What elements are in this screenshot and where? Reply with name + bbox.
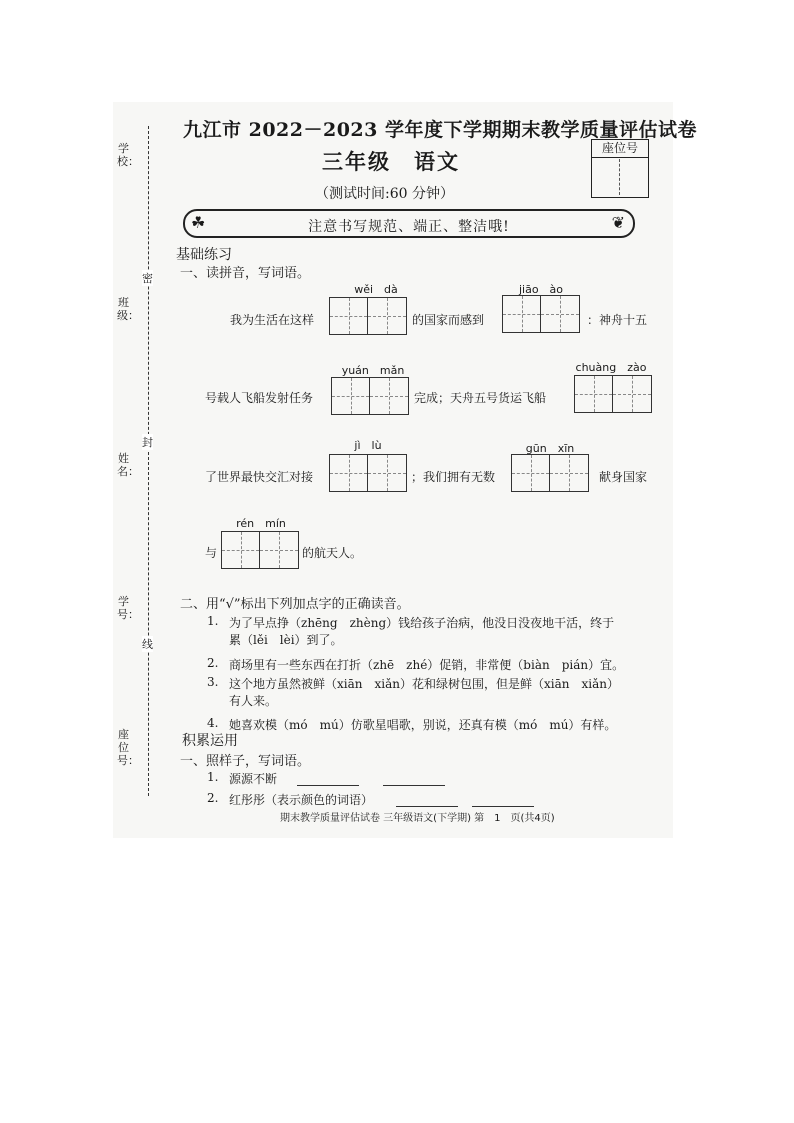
notice-banner [183,209,635,238]
q2-item1-num: 1. [207,614,219,628]
line2-text-middle: 完成；天舟五号货运飞船 [414,391,547,405]
line3-text-middle: ；我们拥有无数 [411,470,496,484]
q2-item4-text: 她喜欢模（mó mú）仿歌星唱歌，别说，还真有模（mó mú）有样。 [229,718,617,732]
q2-item2-text: 商场里有一些东西在打折（zhē zhé）促销，非常便（biàn pián）宜。 [229,658,625,672]
question-1-title: 一、读拼音，写词语。 [180,266,311,281]
seal-mark-xian: 线 [142,638,153,651]
s2-item2-num: 2. [207,791,219,805]
pinyin-yuanman: yuán mǎn [341,364,405,377]
s2-item2-text: 红彤彤（表示颜色的词语） [229,793,374,807]
q2-item3-text: 这个地方虽然被鲜（xiān xiǎn）花和绿树包围，但是鲜（xiān xiǎn） [229,677,619,691]
student-number-label: 学号： [117,595,139,621]
answer-line-2a[interactable] [396,806,458,807]
seat-number-label: 座位号： [117,728,139,767]
line3-text-before: 了世界最快交汇对接 [205,470,314,484]
q2-item3-num: 3. [207,675,219,689]
answer-line-1b[interactable] [383,785,445,786]
pinyin-jiaoao: jiāo ào [518,283,564,296]
exam-subtitle: 三年级 语文 [322,149,460,174]
line1-text-after: ：神舟十五 [587,313,648,327]
line2-text-before: 号载人飞船发射任务 [205,391,314,405]
school-label: 学校： [117,142,139,168]
q2-item4-num: 4. [207,716,219,730]
name-label: 姓名： [117,452,139,478]
s2-item1-text: 源源不断 [229,772,278,786]
section-basic-practice-title: 基础练习 [176,247,232,263]
q2-item3-cont: 有人来。 [229,694,278,708]
q2-item1-text: 为了早点挣（zhēng zhèng）钱给孩子治病，他没日没夜地干活，终于 [229,616,615,630]
s2-item1-num: 1. [207,770,219,784]
writing-grid-yuanman[interactable] [331,377,409,415]
exam-title: 九江市 2022－2023 学年度下学期期末教学质量评估试卷 [183,119,697,141]
writing-grid-jiaoao[interactable] [502,295,580,333]
answer-line-2b[interactable] [472,806,534,807]
writing-grid-chuangzao[interactable] [574,375,652,413]
class-label: 班级： [117,296,139,322]
answer-line-1a[interactable] [297,785,359,786]
page-footer: 期末教学质量评估试卷 三年级语文(下学期) 第 1 页(共4页) [280,813,555,824]
writing-grid-renmin[interactable] [221,531,299,569]
line4-text-middle: 的航天人。 [302,546,363,560]
writing-grid-weida[interactable] [329,297,407,335]
writing-grid-gunxin[interactable] [511,454,589,492]
line4-text-before: 与 [205,546,218,560]
seat-number-box [591,139,649,198]
seal-mark-feng: 封 [142,436,153,449]
leaf-icon: ❦ [611,213,625,232]
pinyin-renmin: rén mín [236,517,286,530]
line1-text-before: 我为生活在这样 [230,313,315,327]
notice-banner-text: 注意书写规范、端正、整洁哦! [308,219,510,235]
exam-time: （测试时间:60 分钟） [315,186,454,202]
binding-dashed-line [148,126,149,796]
line1-text-middle: 的国家而感到 [412,313,485,327]
pinyin-gunxin: gūn xīn [525,442,575,455]
seal-mark-mi: 密 [142,272,153,285]
pinyin-weida: wěi dà [354,283,398,296]
section2-question-1-title: 一、照样子，写词语。 [180,754,311,769]
pinyin-chuangzao: chuàng zào [575,361,647,374]
seat-number-box-label: 座位号 [592,140,648,158]
line3-text-after: 献身国家 [599,470,648,484]
clover-icon: ☘ [191,213,206,232]
writing-grid-jilu[interactable] [329,454,407,492]
seat-box-divider [619,159,620,195]
q2-item1-cont: 累（lěi lèi）到了。 [229,633,343,647]
section-accumulation-title: 积累运用 [182,733,238,749]
question-2-title: 二、用“√”标出下列加点字的正确读音。 [180,597,410,612]
q2-item2-num: 2. [207,656,219,670]
pinyin-jilu: jì lù [354,439,382,452]
